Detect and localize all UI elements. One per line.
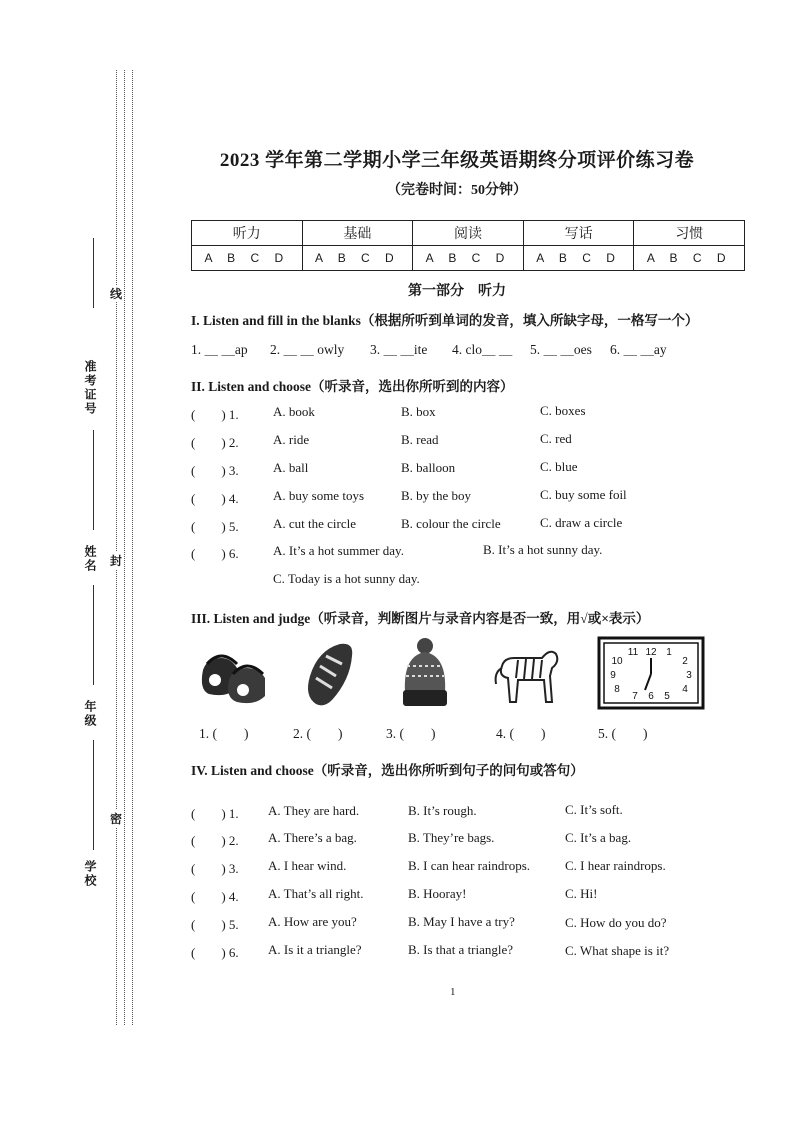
grade-line[interactable] (93, 740, 94, 850)
option-a: A. I hear wind. (268, 858, 347, 873)
clock-number: 9 (610, 670, 616, 681)
seal-mark-secret: 密 (110, 812, 123, 826)
clock-number: 1 (666, 647, 672, 658)
exam-duration: （完卷时间：50分钟） (387, 183, 527, 198)
question-number[interactable]: ( ) 4. (191, 889, 239, 904)
option-b: B. It’s a hot sunny day. (483, 542, 603, 557)
question-number[interactable]: ( ) 4. (191, 491, 239, 506)
school-label: 学校 (83, 860, 97, 888)
question-number[interactable]: ( ) 3. (191, 861, 239, 876)
fill-blank-item[interactable]: 3. ＿ ＿ite (370, 342, 428, 357)
tiger-picture (492, 636, 562, 710)
dotted-cut-line (124, 70, 125, 1025)
score-table (191, 220, 745, 271)
exam-number-line[interactable] (93, 430, 94, 530)
option-a: A. Is it a triangle? (268, 942, 362, 957)
seal-mark-line: 线 (110, 287, 123, 301)
hat-picture (397, 636, 453, 710)
score-options[interactable]: A B C D (192, 246, 303, 271)
option-a: A. That’s all right. (268, 886, 364, 901)
option-c: C. boxes (540, 403, 586, 418)
bread-picture (302, 636, 358, 710)
section-2-title: II. Listen and choose（听录音，选出你所听到的内容） (191, 379, 514, 394)
score-options[interactable]: A B C D (523, 246, 634, 271)
clock-number: 11 (627, 647, 639, 658)
judge-answer-1[interactable]: 1. ( ) (199, 726, 249, 741)
seal-mark-seal: 封 (110, 554, 123, 568)
fill-blank-item[interactable]: 5. ＿ ＿oes (530, 342, 592, 357)
option-b: B. colour the circle (401, 516, 501, 531)
option-a: A. book (273, 404, 315, 419)
score-options[interactable]: A B C D (302, 246, 413, 271)
clock-number: 5 (664, 691, 670, 702)
option-a: A. It’s a hot summer day. (273, 543, 404, 558)
option-b: B. They’re bags. (408, 830, 495, 845)
option-b: B. Is that a triangle? (408, 942, 514, 957)
option-a: A. There’s a bag. (268, 830, 357, 845)
option-b: B. read (401, 432, 439, 447)
option-c: C. It’s a bag. (565, 830, 632, 845)
question-number[interactable]: ( ) 1. (191, 407, 239, 422)
question-number[interactable]: ( ) 5. (191, 917, 239, 932)
exam-number-label: 准考证号 (83, 360, 97, 416)
option-a: A. How are you? (268, 914, 357, 929)
section-3-title: III. Listen and judge（听录音，判断图片与录音内容是否一致，用√或×表示） (191, 611, 650, 626)
grade-label: 年级 (83, 700, 97, 728)
clock-number: 6 (648, 691, 654, 702)
option-a: A. They are hard. (268, 803, 360, 818)
name-label: 姓名 (83, 545, 97, 573)
judge-answer-5[interactable]: 5. ( ) (598, 726, 648, 741)
option-a: A. ride (273, 432, 310, 447)
option-c: C. I hear raindrops. (565, 858, 666, 873)
clock-number: 3 (686, 670, 692, 681)
name-line[interactable] (93, 585, 94, 685)
clock-number: 8 (614, 684, 620, 695)
option-c: C. Hi! (565, 886, 598, 901)
option-a: A. cut the circle (273, 516, 357, 531)
clock-picture (597, 636, 705, 710)
fill-blank-item[interactable]: 2. ＿ ＿ owly (270, 342, 345, 357)
judge-answer-4[interactable]: 4. ( ) (496, 726, 546, 741)
section-4-title: IV. Listen and choose（听录音，选出你所听到句子的问句或答句） (191, 763, 584, 778)
option-c: C. blue (540, 459, 578, 474)
fill-blank-item[interactable]: 1. ＿ ＿ap (191, 342, 248, 357)
question-number[interactable]: ( ) 1. (191, 806, 239, 821)
answer-line[interactable] (93, 238, 94, 308)
score-header-habits: 习惯 (634, 221, 745, 246)
clock-number: 12 (645, 647, 657, 658)
part-one-heading: 第一部分 听力 (408, 284, 506, 299)
option-c: C. red (540, 431, 572, 446)
clock-number: 10 (611, 656, 623, 667)
question-number[interactable]: ( ) 3. (191, 463, 239, 478)
option-a: A. ball (273, 460, 309, 475)
option-c: C. buy some foil (540, 487, 627, 502)
option-b: B. I can hear raindrops. (408, 858, 531, 873)
judge-answer-2[interactable]: 2. ( ) (293, 726, 343, 741)
score-options[interactable]: A B C D (634, 246, 745, 271)
option-b: B. by the boy (401, 488, 472, 503)
option-b: B. box (401, 404, 436, 419)
page-title: 2023 学年第二学期小学三年级英语期终分项评价练习卷 (219, 150, 695, 171)
option-c: C. Today is a hot sunny day. (273, 571, 420, 586)
score-header-listening: 听力 (192, 221, 303, 246)
clock-number: 7 (632, 691, 638, 702)
score-header-basics: 基础 (302, 221, 413, 246)
question-number[interactable]: ( ) 6. (191, 945, 239, 960)
clock-number: 2 (682, 656, 688, 667)
fill-blank-item[interactable]: 4. clo＿ ＿ (452, 342, 513, 357)
score-options[interactable]: A B C D (413, 246, 524, 271)
score-header-writing: 写话 (523, 221, 634, 246)
option-b: B. It’s rough. (408, 803, 477, 818)
option-c: C. It’s soft. (565, 802, 623, 817)
page-number: 1 (450, 986, 456, 998)
shoes-picture (197, 636, 277, 710)
option-a: A. buy some toys (273, 488, 364, 503)
question-number[interactable]: ( ) 6. (191, 546, 239, 561)
fill-blank-item[interactable]: 6. ＿ ＿ay (610, 342, 667, 357)
judge-answer-3[interactable]: 3. ( ) (386, 726, 436, 741)
clock-number: 4 (682, 684, 688, 695)
section-1-title: I. Listen and fill in the blanks（根据所听到单词的发音，填入所缺字母，一格写一个） (191, 313, 699, 328)
dotted-cut-line (132, 70, 133, 1025)
question-number[interactable]: ( ) 2. (191, 435, 239, 450)
question-number[interactable]: ( ) 5. (191, 519, 239, 534)
option-c: C. What shape is it? (565, 943, 670, 958)
option-c: C. How do you do? (565, 915, 667, 930)
option-b: B. Hooray! (408, 886, 467, 901)
question-number[interactable]: ( ) 2. (191, 833, 239, 848)
score-header-reading: 阅读 (413, 221, 524, 246)
option-b: B. balloon (401, 460, 456, 475)
dotted-cut-line (116, 70, 117, 1025)
option-c: C. draw a circle (540, 515, 623, 530)
option-b: B. May I have a try? (408, 914, 515, 929)
